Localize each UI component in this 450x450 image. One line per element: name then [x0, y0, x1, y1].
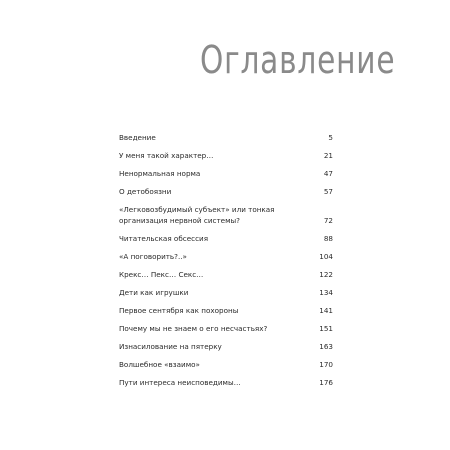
toc-entry-title: Пути интереса неисповедимы… [119, 378, 241, 387]
toc-entry-page: 151 [319, 324, 333, 333]
toc-entry-page: 104 [319, 252, 333, 261]
toc-entry [119, 269, 333, 280]
toc-entry [119, 341, 333, 352]
toc-entry-title: Крекс… Пекс… Секс… [119, 270, 204, 279]
toc-entry-title: Волшебное «взаимо» [119, 360, 200, 369]
toc-entry [119, 251, 333, 262]
toc-entry [119, 233, 333, 244]
toc-entry-page: 57 [323, 187, 333, 196]
toc-entry-page: 170 [319, 360, 333, 369]
toc-entry-page: 122 [319, 270, 333, 279]
table-of-contents [119, 132, 333, 388]
toc-entry-title: У меня такой характер… [119, 151, 214, 160]
toc-entry [119, 204, 333, 226]
toc-entry-title: Ненормальная норма [119, 169, 201, 178]
toc-entry [119, 305, 333, 316]
toc-entry-page: 5 [328, 133, 333, 142]
toc-entry-title: Изнасилование на пятерку [119, 342, 222, 351]
toc-entry-title: Введение [119, 133, 156, 142]
toc-entry-page: 163 [319, 342, 333, 351]
toc-entry [119, 359, 333, 370]
toc-entry-page: 141 [319, 306, 333, 315]
toc-entry [119, 132, 333, 143]
toc-entry-page: 47 [323, 169, 333, 178]
toc-entry [119, 287, 333, 298]
toc-entry-title: Дети как игрушки [119, 288, 189, 297]
toc-entry [119, 150, 333, 161]
toc-entry-title: Первое сентября как похороны [119, 306, 239, 315]
toc-entry [119, 168, 333, 179]
toc-entry-page: 72 [323, 216, 333, 225]
toc-entry-title: Почему мы не знаем о его несчастьях? [119, 324, 268, 333]
toc-entry [119, 186, 333, 197]
toc-entry-page: 176 [319, 378, 333, 387]
toc-entry-page: 134 [319, 288, 333, 297]
page-title: Оглавление [200, 38, 396, 82]
toc-entry [119, 377, 333, 388]
toc-entry-title: Читательская обсессия [119, 234, 209, 243]
toc-entry-title: «Легковозбудимый субъект» или тонкая организация нервной системы? [119, 205, 275, 225]
toc-entry-page: 21 [323, 151, 333, 160]
toc-entry [119, 323, 333, 334]
toc-entry-page: 88 [323, 234, 333, 243]
toc-entry-title: «А поговорить?..» [119, 252, 187, 261]
toc-entry-title: О детобоязни [119, 187, 172, 196]
